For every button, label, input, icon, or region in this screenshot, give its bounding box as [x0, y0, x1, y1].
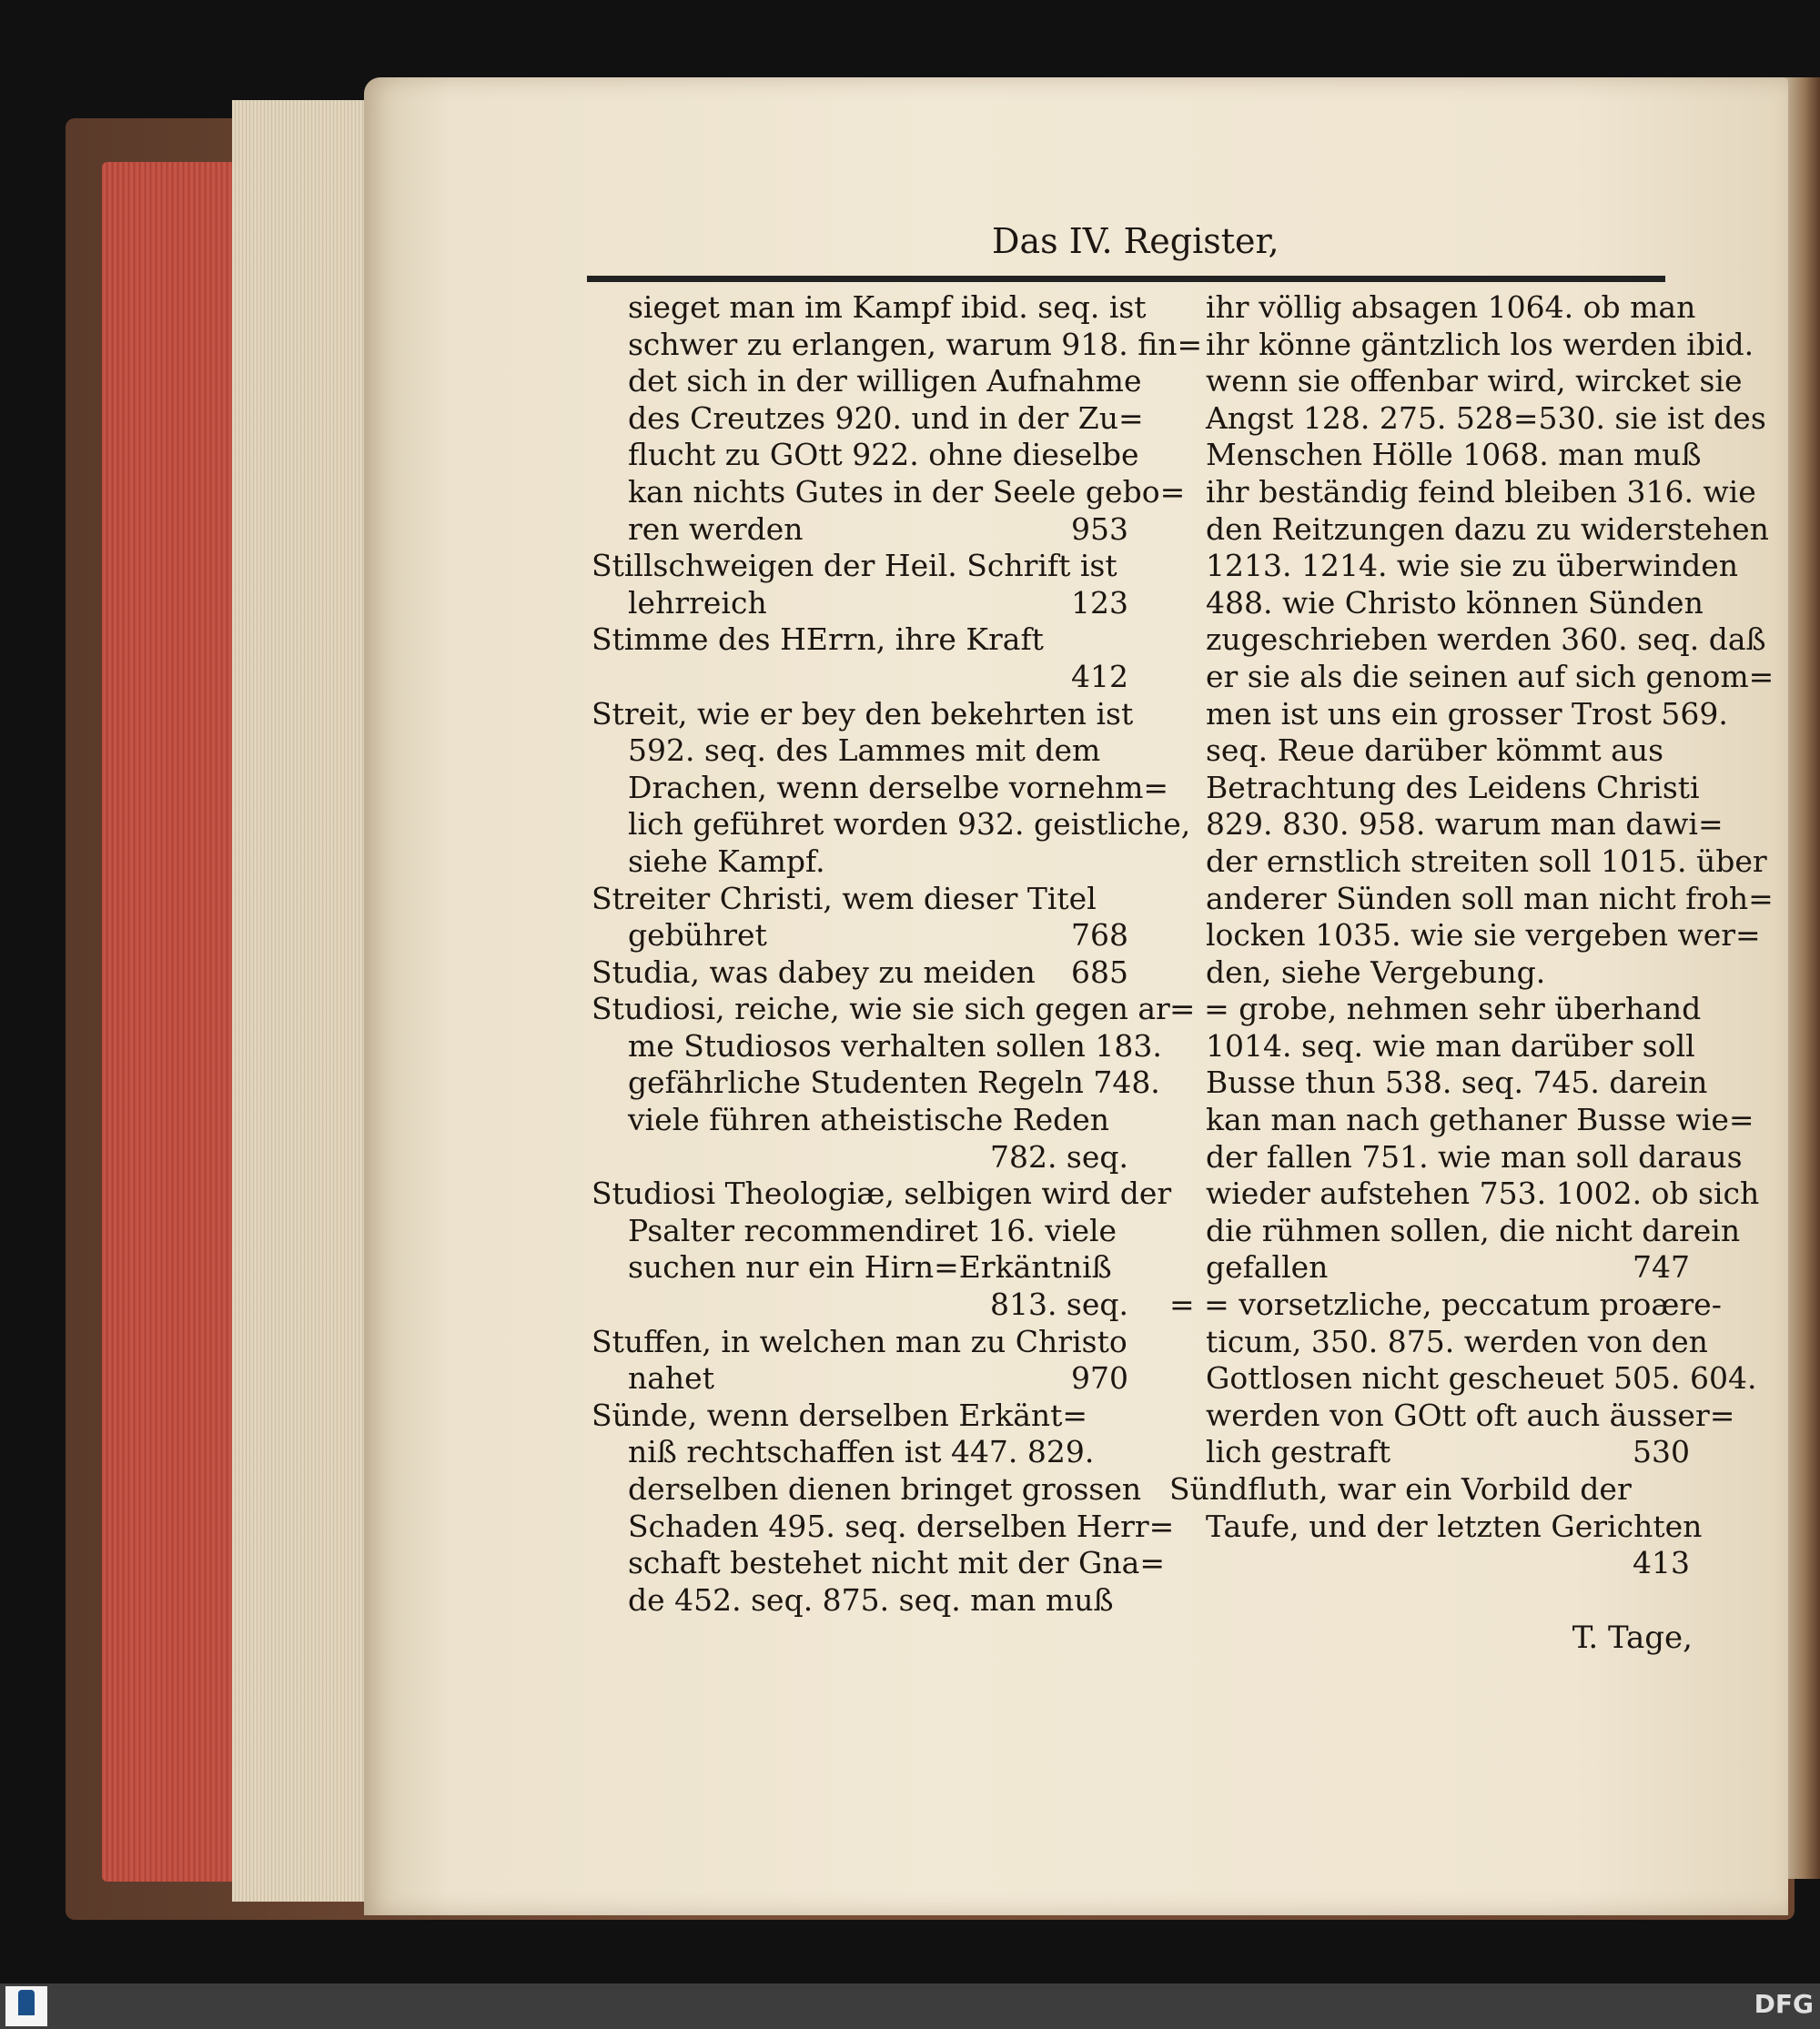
- index-line: 1014. seq. wie man darüber soll: [1206, 1027, 1695, 1064]
- index-line: den Reitzungen dazu zu widerstehen: [1206, 510, 1769, 547]
- index-line: Betrachtung des Leidens Christi: [1206, 769, 1700, 805]
- index-line: [592, 511, 1128, 549]
- page-edges-red: [102, 162, 248, 1882]
- index-line: Studiosi Theologiæ, selbigen wird der: [592, 1176, 1172, 1212]
- left-column: [592, 289, 1203, 1619]
- index-line: 813. seq.: [989, 1287, 1128, 1323]
- index-line: zugeschrieben werden 360. seq. daß: [1206, 621, 1766, 658]
- index-line: der fallen 751. wie man soll daraus: [1206, 1138, 1743, 1175]
- index-line: den, siehe Vergebung.: [1206, 954, 1546, 990]
- page-reference: 970: [1071, 1360, 1128, 1397]
- index-line: kan man nach gethaner Busse wie=: [1206, 1102, 1754, 1138]
- index-line: ticum, 350. 875. werden von den: [1206, 1323, 1708, 1359]
- index-line: ihr könne gäntzlich los werden ibid.: [1206, 326, 1754, 362]
- index-line: 782. seq.: [989, 1138, 1128, 1175]
- catchword: T. Tage,: [1572, 1620, 1693, 1656]
- index-line-text: nahet: [628, 1360, 714, 1397]
- index-line: kan nichts Gutes in der Seele gebo=: [628, 473, 1186, 510]
- index-line: 592. seq. des Lammes mit dem: [628, 732, 1101, 769]
- index-line: Taufe, und der letzten Gerichten: [1206, 1508, 1703, 1544]
- index-line: anderer Sünden soll man nicht froh=: [1206, 880, 1774, 916]
- index-line-text: gefallen: [1206, 1249, 1329, 1286]
- index-line: ihr völlig absagen 1064. ob man: [1206, 289, 1696, 325]
- index-line: 488. wie Christo können Sünden: [1206, 584, 1704, 621]
- index-line: [1169, 1249, 1690, 1287]
- index-line: Angst 128. 275. 528=530. sie ist des: [1206, 399, 1766, 436]
- index-line: der ernstlich streiten soll 1015. über: [1206, 843, 1767, 879]
- index-line: sieget man im Kampf ibid. seq. ist: [628, 289, 1147, 325]
- index-line: niß rechtschaffen ist 447. 829.: [628, 1434, 1095, 1470]
- index-line: wieder aufstehen 753. 1002. ob sich: [1206, 1176, 1760, 1212]
- index-line: Schaden 495. seq. derselben Herr=: [628, 1508, 1175, 1544]
- index-line: [592, 917, 1128, 954]
- index-line-text: ren werden: [628, 510, 804, 547]
- index-line: siehe Kampf.: [628, 843, 825, 879]
- right-column: [1169, 289, 1774, 1582]
- index-line-text: lich gestraft: [1206, 1434, 1391, 1470]
- index-line: Sünde, wenn derselben Erkänt=: [592, 1397, 1088, 1433]
- running-header: Das IV. Register,: [992, 221, 1279, 261]
- index-line: 412: [1071, 658, 1128, 694]
- index-line: gefährliche Studenten Regeln 748.: [628, 1065, 1160, 1101]
- index-line: = = vorsetzliche, peccatum proære-: [1169, 1287, 1722, 1323]
- index-line: des Creutzes 920. und in der Zu=: [628, 399, 1144, 436]
- index-line: Menschen Hölle 1068. man muß: [1206, 437, 1702, 473]
- viewer-footer-bar: [0, 1984, 1820, 2029]
- index-line-text: gebühret: [628, 917, 767, 954]
- index-line: Sündfluth, war ein Vorbild der: [1169, 1471, 1632, 1507]
- page-reference: 768: [1071, 917, 1128, 954]
- index-line-text: Studia, was dabey zu meiden: [592, 954, 1036, 990]
- index-line: flucht zu GOtt 922. ohne dieselbe: [628, 437, 1139, 473]
- index-line: Streiter Christi, wem dieser Titel: [592, 880, 1097, 916]
- index-line: [592, 1360, 1128, 1398]
- index-line: ihr beständig feind bleiben 316. wie: [1206, 473, 1756, 510]
- index-line: Stillschweigen der Heil. Schrift ist: [592, 548, 1117, 584]
- index-line: det sich in der willigen Aufnahme: [628, 363, 1142, 399]
- index-line: Psalter recommendiret 16. viele: [628, 1212, 1117, 1248]
- index-line: = = grobe, nehmen sehr überhand: [1169, 991, 1702, 1027]
- index-line: suchen nur ein Hirn=Erkäntniß: [628, 1249, 1112, 1286]
- index-line: de 452. seq. 875. seq. man muß: [628, 1581, 1114, 1618]
- index-line: Stimme des HErrn, ihre Kraft: [592, 621, 1044, 658]
- index-line: schwer zu erlangen, warum 918. fin=: [628, 326, 1203, 362]
- index-line: lich geführet worden 932. geistliche,: [628, 806, 1191, 843]
- page-reference: 747: [1633, 1249, 1690, 1286]
- index-line: werden von GOtt oft auch äusser=: [1206, 1397, 1735, 1433]
- index-line: 829. 830. 958. warum man dawi=: [1206, 806, 1724, 843]
- index-line: locken 1035. wie sie vergeben wer=: [1206, 917, 1761, 954]
- index-line: die rühmen sollen, die nicht darein: [1206, 1212, 1741, 1248]
- index-line: [1169, 1434, 1690, 1471]
- index-line: Busse thun 538. seq. 745. darein: [1206, 1065, 1708, 1101]
- index-line: Gottlosen nicht gescheuet 505. 604.: [1206, 1360, 1757, 1397]
- page-reference: 685: [1071, 954, 1128, 990]
- index-line: [592, 585, 1128, 622]
- index-line: er sie als die seinen auf sich genom=: [1206, 658, 1774, 694]
- index-line: Drachen, wenn derselbe vornehm=: [628, 769, 1169, 805]
- index-line: me Studiosos verhalten sollen 183.: [628, 1027, 1162, 1064]
- index-line: Stuffen, in welchen man zu Christo: [592, 1323, 1127, 1359]
- index-line: [592, 954, 1128, 992]
- index-line: Streit, wie er bey den bekehrten ist: [592, 695, 1134, 732]
- index-line: Studiosi, reiche, wie sie sich gegen ar=: [592, 991, 1196, 1027]
- header-rule: [587, 276, 1665, 282]
- index-line: schaft bestehet nicht mit der Gna=: [628, 1545, 1165, 1581]
- index-line: viele führen atheistische Reden: [628, 1102, 1110, 1138]
- index-line: 413: [1633, 1545, 1690, 1581]
- dfg-logo[interactable]: DFG: [1754, 1989, 1814, 2019]
- page-reference: 530: [1633, 1434, 1690, 1470]
- page-reference: 953: [1071, 510, 1128, 547]
- index-line: men ist uns ein grosser Trost 569.: [1206, 695, 1728, 732]
- index-line: derselben dienen bringet grossen: [628, 1471, 1142, 1507]
- index-line-text: lehrreich: [628, 584, 767, 621]
- page-reference: 123: [1071, 584, 1128, 621]
- index-line: seq. Reue darüber kömmt aus: [1206, 732, 1664, 769]
- library-logo-icon[interactable]: [5, 1986, 47, 2026]
- index-line: wenn sie offenbar wird, wircket sie: [1206, 363, 1743, 399]
- index-line: 1213. 1214. wie sie zu überwinden: [1206, 548, 1739, 584]
